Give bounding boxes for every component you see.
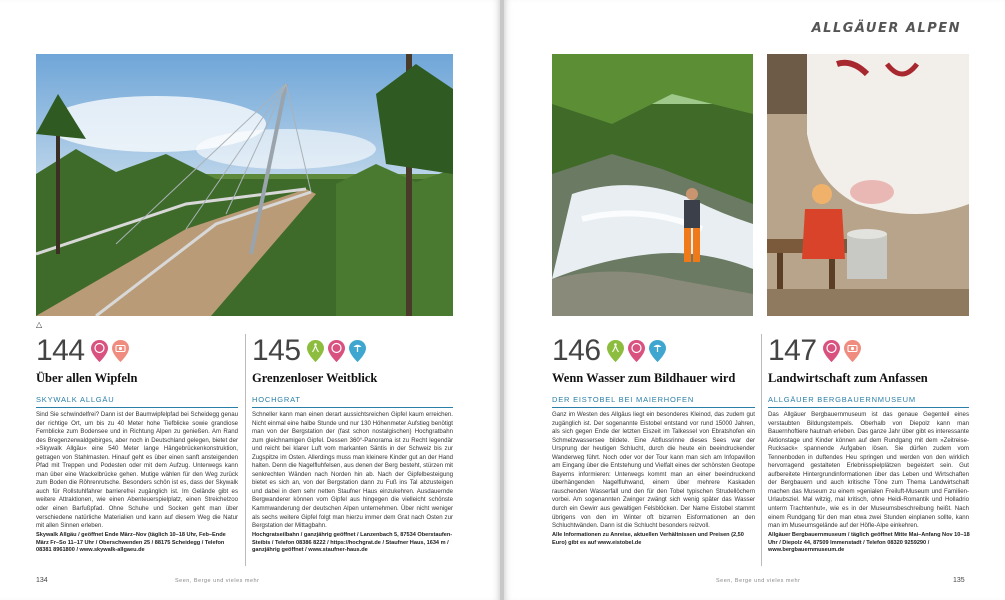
entry-body: Ganz im Westen des Allgäus liegt ein besonderes Kleinod, das zudem gut zugänglich ist. Der sogenannte Eistobel entstand vor rund 15000 Jahren, als sich gegen Ende der letzten Eiszeit im Talkessel von Ebratshofen ein Schmelzwassersee bildete. Eine Abflussrinne dieses Sees war der Ursprung der heutigen Schlucht, durch die heute ein beeindruckender Wanderweg führt. Noch oder vor der Tour kann man sich am Infopavillon am Eingang über die Entstehung und Vielfalt eines der schönsten Geotope Bayerns informieren: Unterwegs kommt man an einer beeindruckend überhängenden Nagelfluhwand, einem über mehrere Kaskaden rauschenden Wasserfall und den für den Tobel typischen Strudellöchern vorbei. Am sogenannten Zwinger zwängt sich wenig später das Wasser durch ein Gewirr aus gewaltigen Felsblöcken. Der Name Eistobel stammt übrigens von den im Winter oft bizarren Eisformationen an den Schluchtwänden. Dann ist die Schlucht besonders reizvoll.: [552, 411, 755, 530]
location-pin-hiking-icon: [607, 340, 624, 362]
entry-144: [36, 334, 238, 566]
entry-subtitle: DER EISTOBEL BEI MAIERHOFEN: [552, 395, 755, 408]
right-page: [504, 0, 1005, 600]
location-pin-restaurant-icon: [649, 340, 666, 362]
location-pin-camera-icon: [112, 340, 129, 362]
entry-title: Wenn Wasser zum Bildhauer wird: [552, 371, 736, 385]
entry-number-row: [768, 334, 969, 368]
entry-number: 146: [552, 334, 601, 367]
entry-info: Alle Informationen zu Anreise, aktuellen Verhältnissen und Preisen (2,50 Euro) gibt es auf www.eistobel.de: [552, 532, 744, 546]
location-pin-people-icon: [328, 340, 345, 362]
entry-number-row: [552, 334, 755, 368]
left-running-footer: Seen, Berge und vieles mehr: [175, 578, 260, 584]
entry-147: [761, 334, 969, 566]
entry-body: Das Allgäuer Bergbauernmuseum ist das genaue Gegenteil eines verstaubten Bildungstempels. Oberhalb von Diepolz kann man Bauernhoftiere hautnah erleben. Das ganze Jahr über gibt es interessante Aktionstage und Kinder können auf dem Rundgang mit dem »Zeitreise-Rucksack« spannende Aufgaben lösen. Sie dürfen zudem vom Tennenboden in duftendes Heu springen und werden von den wirklich hervorragend gestalteten Erlebnisspielplätzen begeistert sein. Gut aufbereitete Hintergrundinformationen über das Leben und Wirtschaften der Bergbauern und auch kritische Töne zum Thema Landwirtschaft machen das Museum zu einem »genialen Freiluft-Museum und Familien-Urlaubsziel. Mal witzig, mal kritisch, ohne Heidi-Romantik und Holladrio unterm Trachtenhut«, wie es in der Museumsbeschreibung heißt. Nach einem Rundgang für den man etwa zwei Stunden einplanen sollte, kann man im Museumsgelände auf der Höfle-Alpe einkehren.: [768, 411, 969, 530]
entry-subtitle: HOCHGRAT: [252, 395, 453, 408]
entry-title: Landwirtschaft zum Anfassen: [768, 371, 928, 385]
entry-number: 147: [768, 334, 817, 367]
entry-subtitle: ALLGÄUER BERGBAUERNMUSEUM: [768, 395, 969, 408]
entry-body: Schneller kann man einen derart aussichtsreichen Gipfel kaum erreichen. Nicht einmal eine halbe Stunde und nur 130 Höhenmeter Aufstieg benötigt man von der Bergstation der (fast schon nostalgischen) Hochgratbahn zum gleichnamigen Gipfel. Dessen 360°-Panorama ist zu Recht legendär und reicht bei klarer Luft vom markanten Säntis in der Schweiz bis zur Zugspitze im Osten. Allerdings muss man kleinere Kinder gut an der Hand halten. Denn die Nagelfluhfelsen, aus denen der Berg besteht, stürzen mit senkrechten Wänden nach Norden hin ab. Nach der Gipfelbesteigung bietet es sich an, von der Bergstation dann zu Fuß ins Tal abzusteigen und dabei in dem sehr netten Staufner Haus einzukehren. Ausdauernde Bergwanderer können vom Gipfel aus hingegen die vielleicht schönste Kammwanderung der deutschen Alpen unternehmen. Über nicht weniger als sechs weitere Gipfel folgt man hierzu immer dem Grat nach Osten zur Bergstation der Mittagbahn.: [252, 411, 453, 530]
entry-number-row: [252, 334, 453, 368]
bergbauernmuseum-cow-photo: [767, 54, 969, 316]
eistobel-waterfall-photo: [552, 54, 753, 316]
skywalk-illustration: [36, 54, 453, 316]
left-page: [0, 0, 500, 600]
entry-info: Skywalk Allgäu / geöffnet Ende März–Nov (täglich 10–18 Uhr, Feb–Ende März Fr–So 11–17 Uhr / Oberschwenden 25 / 88175 Scheidegg / Telefon 08381 8961800 / www.skywalk-allgaeu.de: [36, 532, 226, 554]
location-pin-people-icon: [91, 340, 108, 362]
right-running-footer: Seen, Berge und vieles mehr: [716, 578, 801, 584]
location-pin-restaurant-icon: [349, 340, 366, 362]
entry-146: [552, 334, 755, 566]
waterfall-illustration: [552, 54, 753, 316]
entry-body: Sind Sie schwindelfrei? Dann ist der Baumwipfelpfad bei Scheidegg genau der richtige Ort, um bis zu 40 Meter hohe Tiefblicke sowie grandiose Fernblicke zum Bodensee und in Richtung Alpen zu genießen. Am Rand des Bregenzerwaldgebirges, aber noch in Deutschland gelegen, bietet der »Skywalk Allgäu« eine 540 Meter lange Hängebrückenkonstruktion, getragen von Stahlmasten. Hinauf geht es über einen sanft ansteigenden Pfad mit Treppen und Podesten oder mit dem Aufzug. Unterwegs kann man über eine Wackelbrücke gehen. Mutige wählen für den Weg zurück zum Boden die Röhrenrutsche. Besonders schön ist es, dass der Skywalk auch für Rollstuhlfahrer barrierefrei zugänglich ist. Im Gelände gibt es weitere Attraktionen, wie einen Abenteuerspielplatz, einen Streichelzoo oder einen Barfußpfad. Ohne Schuhe und Socken geht man über verschiedene natürliche Materialien und kann auf diesem Weg die Natur mit allen Sinnen erleben.: [36, 411, 238, 530]
entry-145: [245, 334, 453, 566]
right-page-number: 135: [953, 577, 965, 584]
entry-subtitle: SKYWALK ALLGÄU: [36, 395, 238, 408]
location-pin-camera-icon: [844, 340, 861, 362]
entry-title: Grenzenloser Weitblick: [252, 371, 378, 385]
skywalk-photo: [36, 54, 453, 316]
location-pin-people-icon: [823, 340, 840, 362]
section-header: ALLGÄUER ALPEN: [811, 21, 961, 36]
entry-info: Hochgratseilbahn / ganzjährig geöffnet / Lanzenbach 5, 87534 Oberstaufen-Steibis / Telefon 08386 8222 / https://hochgrat.de / Staufner Haus, 1634 m / ganzjährig geöffnet / www.staufner-haus.de: [252, 532, 453, 554]
entry-title: Über allen Wipfeln: [36, 371, 138, 385]
entry-number: 144: [36, 334, 85, 367]
photo-credit-triangle-icon: △: [36, 320, 43, 329]
location-pin-hiking-icon: [307, 340, 324, 362]
left-page-number: 134: [36, 577, 48, 584]
entry-number: 145: [252, 334, 301, 367]
entry-number-row: [36, 334, 238, 368]
cow-milking-illustration: [767, 54, 969, 316]
location-pin-people-icon: [628, 340, 645, 362]
entry-info: Allgäuer Bergbauernmuseum / täglich geöffnet Mitte Mai–Anfang Nov 10–18 Uhr / Diepolz 44, 87509 Immenstadt / Telefon 08320 9259290 / www.bergbauernmuseum.de: [768, 532, 970, 554]
